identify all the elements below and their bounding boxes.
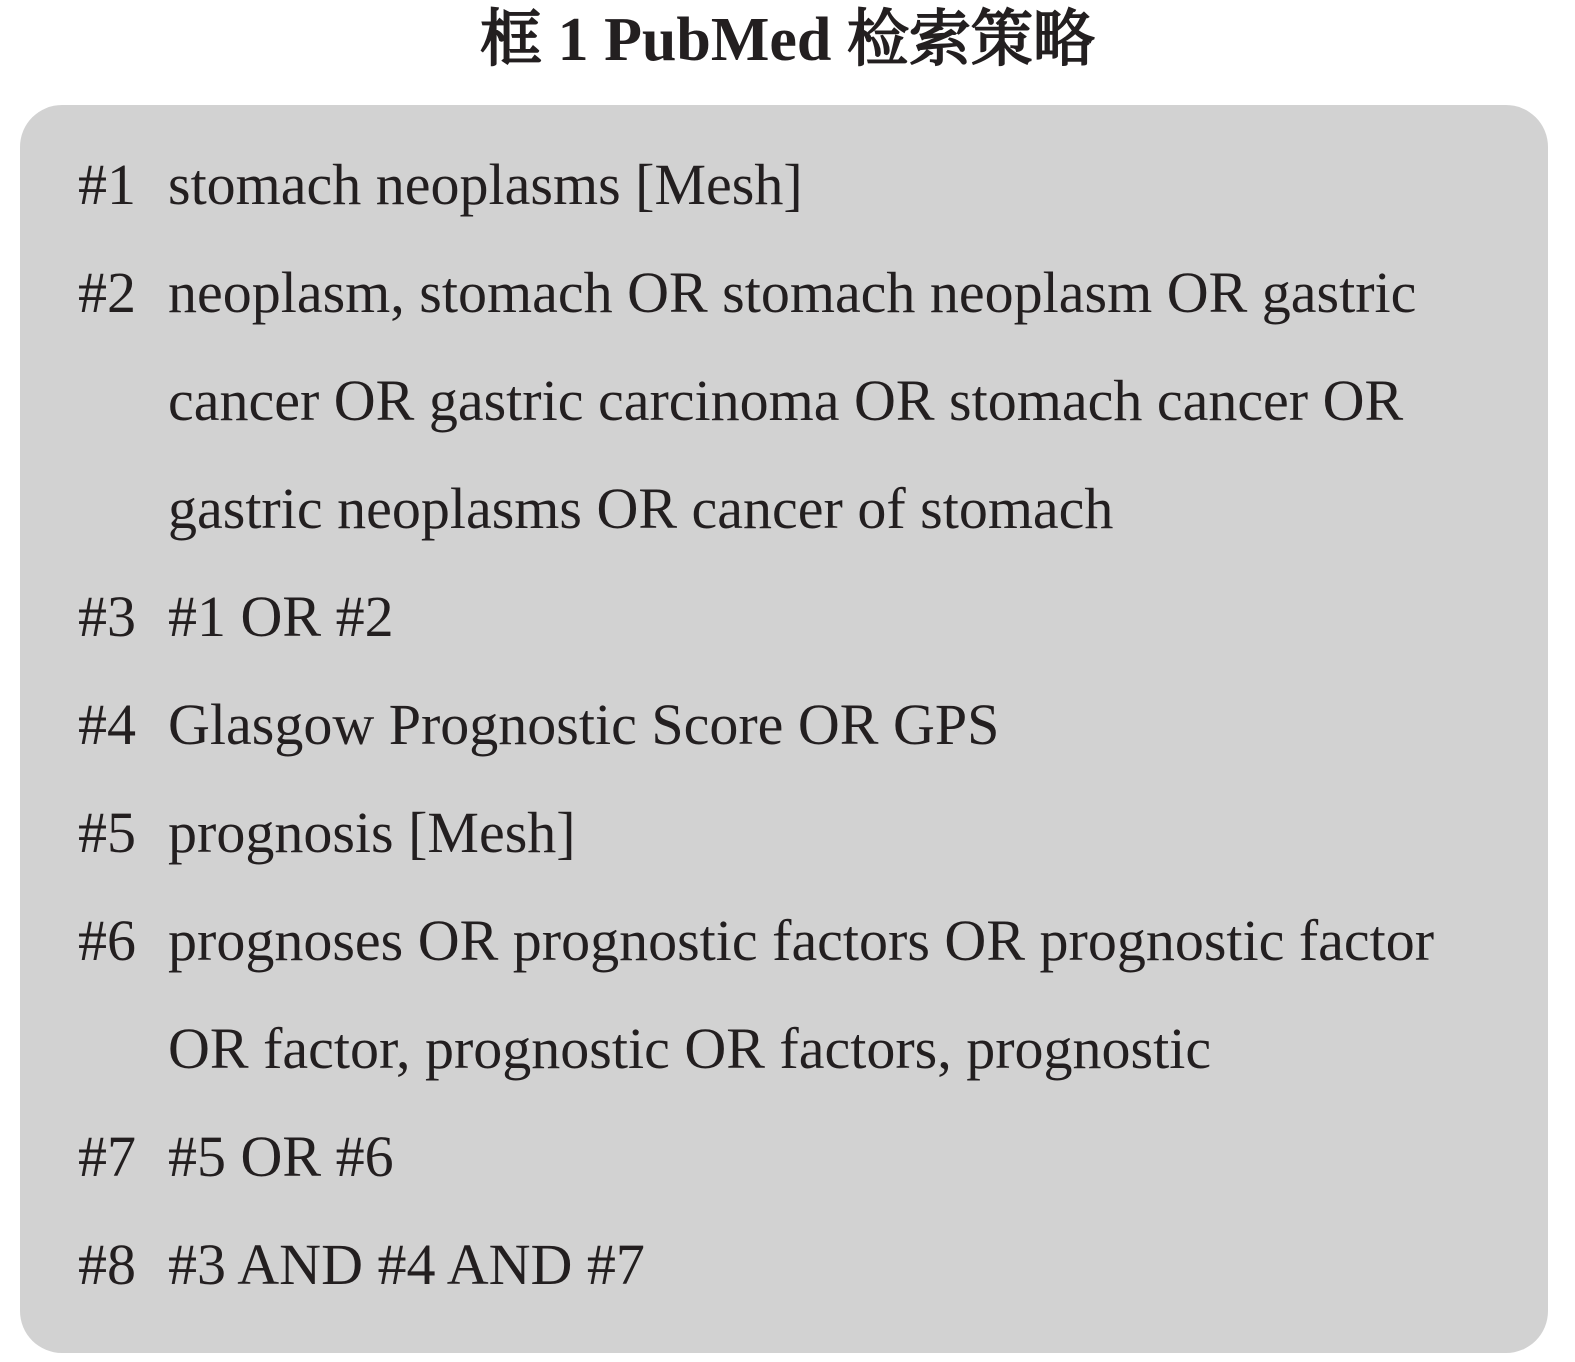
box-title-number: 1 [557, 6, 589, 74]
step-number: #1 [78, 152, 136, 217]
step-query-line: #1 OR #2 [168, 584, 394, 649]
step-query [168, 239, 1528, 563]
step-query [168, 779, 1528, 887]
step-query [168, 1103, 1528, 1211]
step-query-line: OR factor, prognostic OR factors, prognostic [168, 1016, 1212, 1081]
step-query [168, 1211, 1528, 1319]
step-query [168, 131, 1528, 239]
step-query-line: prognosis [Mesh] [168, 800, 576, 865]
step-number: #8 [78, 1232, 136, 1297]
step-query-line: cancer OR gastric carcinoma OR stomach cancer OR [168, 368, 1404, 433]
step-number: #7 [78, 1124, 136, 1189]
search-strategy-panel [20, 105, 1548, 1353]
step-number: #6 [78, 908, 136, 973]
step-query-line: Glasgow Prognostic Score OR GPS [168, 692, 1000, 757]
box-title-prefix: 框 [480, 2, 543, 75]
step-query-line: #3 AND #4 AND #7 [168, 1232, 645, 1297]
step-number: #2 [78, 260, 136, 325]
step-query [168, 887, 1528, 1103]
box-title-suffix: 检索策略 [846, 2, 1095, 75]
step-query-line: gastric neoplasms OR cancer of stomach [168, 476, 1114, 541]
box-title-database: PubMed [604, 6, 832, 74]
box-title [0, 4, 1575, 75]
step-query-line: neoplasm, stomach OR stomach neoplasm OR gastric [168, 260, 1417, 325]
step-number: #4 [78, 692, 136, 757]
step-query-line: stomach neoplasms [Mesh] [168, 152, 803, 217]
step-number: #3 [78, 584, 136, 649]
step-query [168, 563, 1528, 671]
step-query [168, 671, 1528, 779]
step-number: #5 [78, 800, 136, 865]
step-query-line: prognoses OR prognostic factors OR prognostic factor [168, 908, 1435, 973]
step-query-line: #5 OR #6 [168, 1124, 394, 1189]
